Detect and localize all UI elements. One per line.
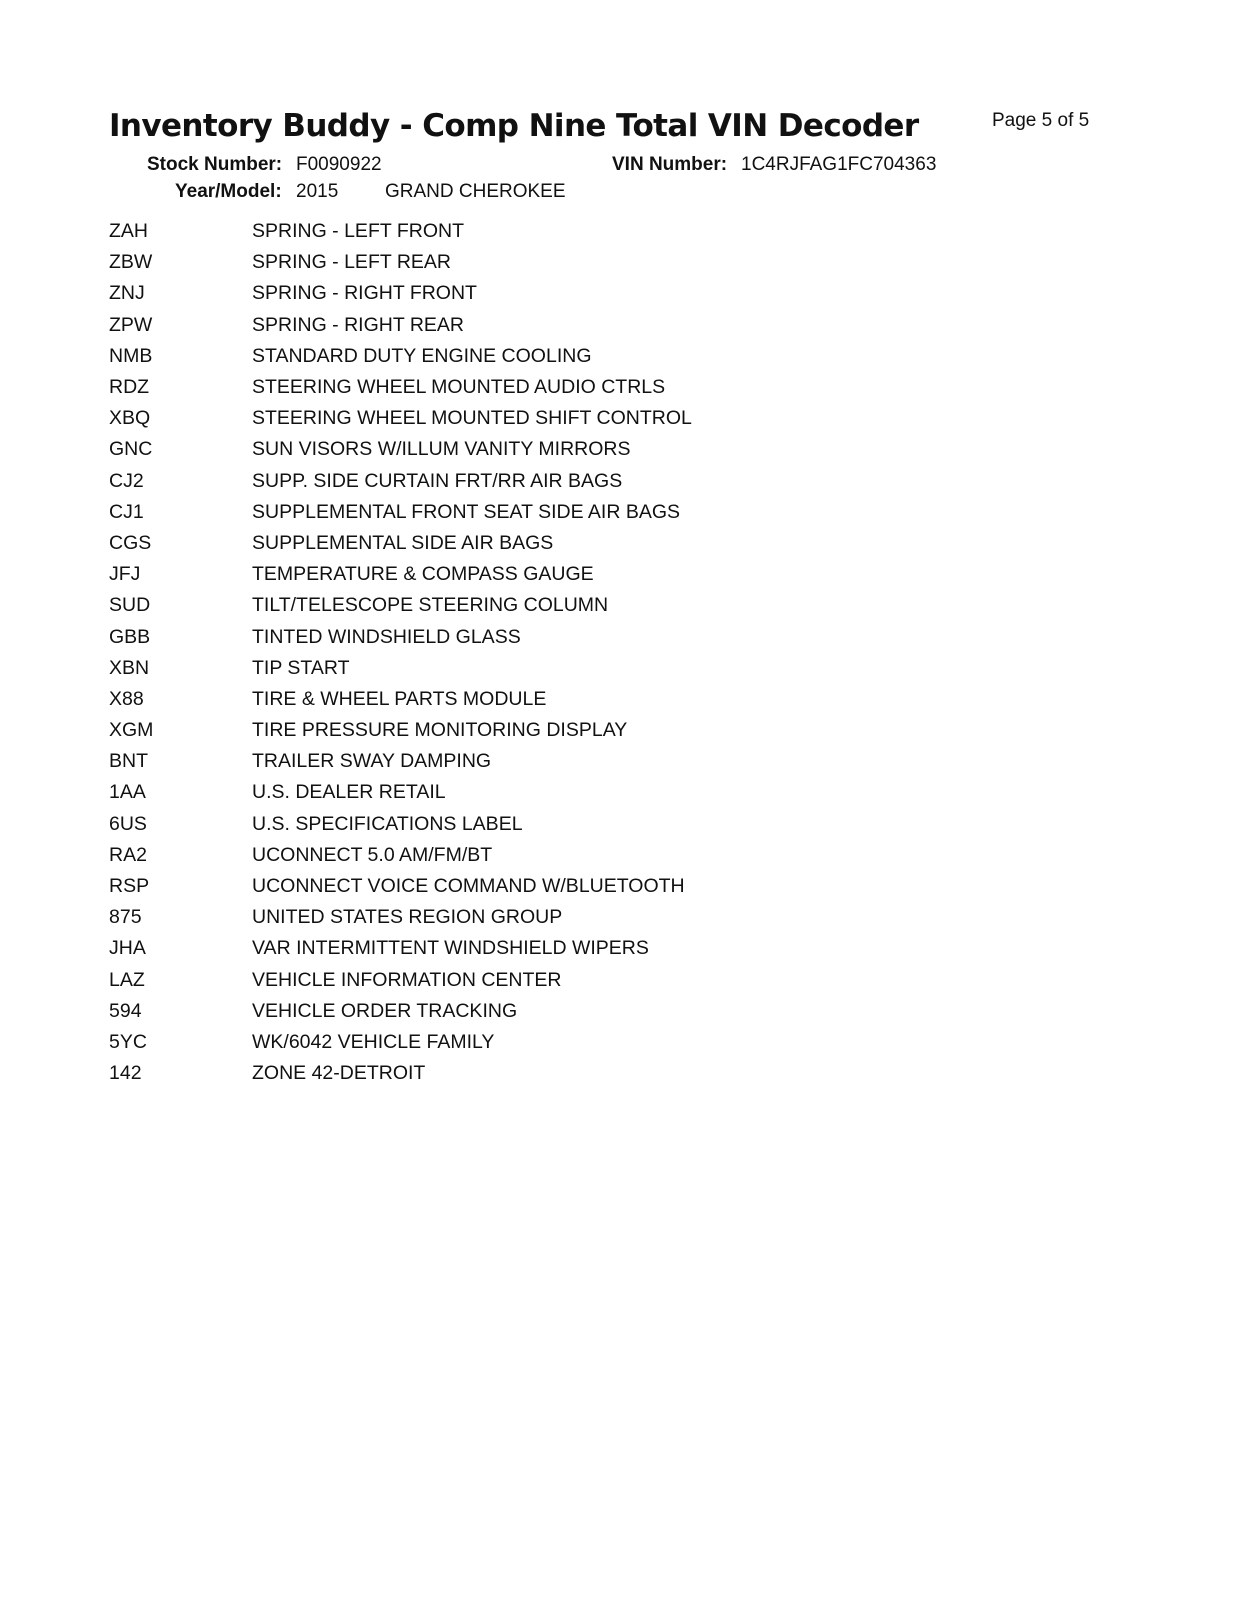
list-item: [109, 809, 809, 840]
option-code: ZBW: [109, 251, 153, 274]
option-description: SUN VISORS W/ILLUM VANITY MIRRORS: [252, 438, 631, 461]
option-description: TEMPERATURE & COMPASS GAUGE: [252, 563, 594, 586]
option-code: ZAH: [109, 220, 148, 243]
option-code: 875: [109, 906, 142, 929]
list-item: [109, 466, 809, 497]
option-code: XGM: [109, 719, 154, 742]
option-description: STEERING WHEEL MOUNTED SHIFT CONTROL: [252, 407, 692, 430]
list-item: [109, 933, 809, 964]
option-description: VEHICLE ORDER TRACKING: [252, 999, 518, 1022]
list-item: [109, 247, 809, 278]
option-code: ZNJ: [109, 282, 145, 305]
option-description: WK/6042 VEHICLE FAMILY: [252, 1030, 495, 1053]
option-code: 6US: [109, 812, 147, 835]
list-item: [109, 216, 809, 247]
list-item: [109, 1027, 809, 1058]
list-item: [109, 746, 809, 777]
option-description: STANDARD DUTY ENGINE COOLING: [252, 344, 592, 367]
list-item: [109, 278, 809, 309]
option-code: JHA: [109, 937, 146, 960]
list-item: [109, 1058, 809, 1089]
list-item: [109, 341, 809, 372]
option-description: U.S. SPECIFICATIONS LABEL: [252, 812, 523, 835]
option-code: XBN: [109, 656, 150, 679]
option-description: ZONE 42-DETROIT: [252, 1062, 426, 1085]
option-description: SPRING - RIGHT REAR: [252, 313, 464, 336]
list-item: [109, 559, 809, 590]
option-description: UCONNECT VOICE COMMAND W/BLUETOOTH: [252, 875, 685, 898]
option-code: GNC: [109, 438, 153, 461]
option-code: CJ2: [109, 469, 144, 492]
list-item: [109, 653, 809, 684]
option-description: TIRE & WHEEL PARTS MODULE: [252, 687, 547, 710]
stock-number-value: F0090922: [296, 154, 382, 175]
option-description: SPRING - LEFT REAR: [252, 251, 452, 274]
list-item: [109, 840, 809, 871]
list-item: [109, 777, 809, 808]
vin-number-label: VIN Number:: [612, 154, 728, 175]
list-item: [109, 965, 809, 996]
option-code: RA2: [109, 843, 147, 866]
year-model-label: Year/Model:: [175, 181, 282, 202]
option-code-list: [109, 216, 809, 1089]
option-description: STEERING WHEEL MOUNTED AUDIO CTRLS: [252, 376, 666, 399]
vin-number-value: 1C4RJFAG1FC704363: [741, 154, 937, 175]
list-item: [109, 871, 809, 902]
option-code: JFJ: [109, 563, 141, 586]
option-description: SUPPLEMENTAL SIDE AIR BAGS: [252, 531, 554, 554]
list-item: [109, 310, 809, 341]
option-code: X88: [109, 687, 144, 710]
list-item: [109, 372, 809, 403]
list-item: [109, 590, 809, 621]
option-code: GBB: [109, 625, 151, 648]
option-code: NMB: [109, 344, 153, 367]
option-description: UNITED STATES REGION GROUP: [252, 906, 563, 929]
list-item: [109, 434, 809, 465]
option-code: 142: [109, 1062, 142, 1085]
list-item: [109, 497, 809, 528]
model-value: GRAND CHEROKEE: [385, 181, 566, 202]
option-description: VAR INTERMITTENT WINDSHIELD WIPERS: [252, 937, 649, 960]
option-description: SPRING - LEFT FRONT: [252, 220, 464, 243]
option-description: TILT/TELESCOPE STEERING COLUMN: [252, 594, 609, 617]
list-item: [109, 403, 809, 434]
option-description: SUPP. SIDE CURTAIN FRT/RR AIR BAGS: [252, 469, 623, 492]
list-item: [109, 684, 809, 715]
option-description: SPRING - RIGHT FRONT: [252, 282, 477, 305]
option-description: UCONNECT 5.0 AM/FM/BT: [252, 843, 493, 866]
option-code: RSP: [109, 875, 150, 898]
option-code: RDZ: [109, 376, 150, 399]
option-description: VEHICLE INFORMATION CENTER: [252, 968, 562, 991]
option-code: BNT: [109, 750, 148, 773]
list-item: [109, 902, 809, 933]
option-description: TIRE PRESSURE MONITORING DISPLAY: [252, 719, 628, 742]
option-code: 594: [109, 999, 142, 1022]
option-code: 5YC: [109, 1030, 147, 1053]
stock-number-label: Stock Number:: [147, 154, 283, 175]
option-code: CJ1: [109, 500, 144, 523]
list-item: [109, 528, 809, 559]
option-description: TRAILER SWAY DAMPING: [252, 750, 492, 773]
option-description: SUPPLEMENTAL FRONT SEAT SIDE AIR BAGS: [252, 500, 681, 523]
option-description: TIP START: [252, 656, 350, 679]
option-code: 1AA: [109, 781, 146, 804]
option-code: SUD: [109, 594, 151, 617]
page-number: Page 5 of 5: [992, 110, 1090, 131]
option-description: TINTED WINDSHIELD GLASS: [252, 625, 521, 648]
option-description: U.S. DEALER RETAIL: [252, 781, 446, 804]
year-value: 2015: [296, 181, 339, 202]
list-item: [109, 715, 809, 746]
list-item: [109, 621, 809, 652]
option-code: CGS: [109, 531, 152, 554]
option-code: ZPW: [109, 313, 153, 336]
option-code: LAZ: [109, 968, 145, 991]
page-title: Inventory Buddy - Comp Nine Total VIN Decoder: [109, 108, 919, 144]
option-code: XBQ: [109, 407, 151, 430]
list-item: [109, 996, 809, 1027]
